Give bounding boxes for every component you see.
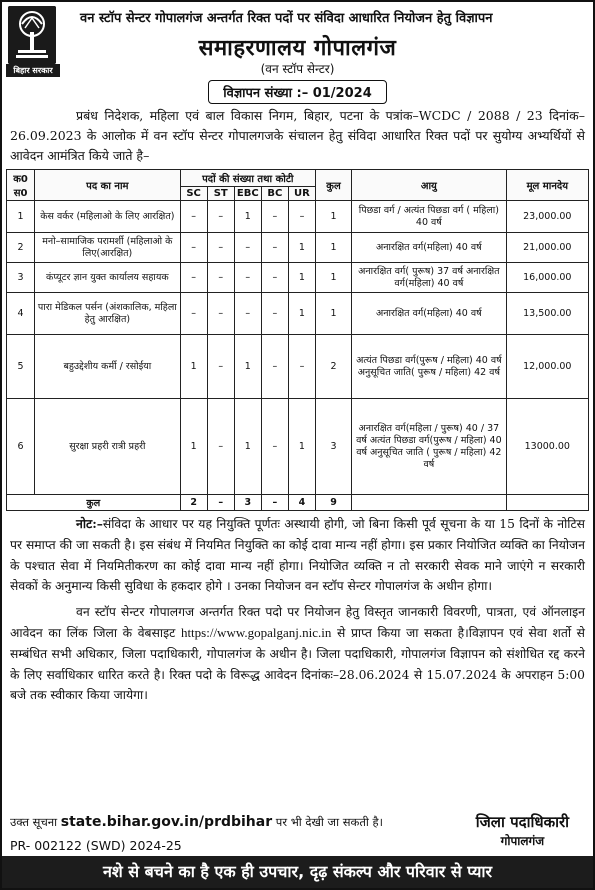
signature-block xyxy=(476,812,569,849)
total-ur: 4 xyxy=(288,495,315,511)
cell-total: 3 xyxy=(315,399,351,495)
cell-ur: 1 xyxy=(288,399,315,495)
cell-st: – xyxy=(207,263,234,293)
state-website-link[interactable]: state.bihar.gov.in/prdbihar xyxy=(60,814,273,830)
cell-post: कंप्यूटर ज्ञान युक्त कार्यालय सहायक xyxy=(35,263,181,293)
cell-pay: 13000.00 xyxy=(506,399,588,495)
cell-serial: 3 xyxy=(7,263,35,293)
table-total-row xyxy=(7,495,589,511)
cell-bc: – xyxy=(261,399,288,495)
details-text-2: से प्राप्त किया जा सकता है।विज्ञापन एवं सेवा शर्तो से सम्बंधित सभी अधिकार, जिला पदाधिकारी, गोपालगंज के अधीन है। जिला पदाधिकारी, गोपालगंज विज्ञापन को संशोधित रद्द करने के लिए सर्वाधिकार धारित करते है। रिक्त पदो के विरूद्ध आवेदन दिनांकः–28.06.2024 से 15.07.2024 के अपराहन 5:00 बजे तक स्वीकार किया जायेगा। xyxy=(10,625,585,703)
cell-serial: 5 xyxy=(7,335,35,399)
cell-st: – xyxy=(207,201,234,233)
cell-age: अत्यंत पिछडा वर्ग(पुरूष / महिला) 40 वर्ष अनुसूचित जाति( पुरूष / महिला) 42 वर्ष xyxy=(352,335,507,399)
header-pay: मूल मानदेय xyxy=(506,170,588,201)
cell-pay: 13,500.00 xyxy=(506,293,588,335)
cell-sc: – xyxy=(180,201,207,233)
note-text: संविदा के आधार पर यह नियुक्ति पूर्णतः अस्थायी होगी, जो बिना किसी पूर्व सूचना के या 15 दिनों के नोटिस पर समाप्त की जा सकती है। इस संबंध में नियमित नियुक्ति का कोई दावा मान्य नहीं होगा। इस प्रकार नियोजित व्यक्ति का नियोजन के पश्चात सेवा में नियमितीकरण का कोई दावा मान्य नहीं होगा। नियोजित व्यक्ति न तो सरकारी सेवक माने जाएंगे न सरकारी सेवकों के अनुमान्य किसी सुविधा के हकदार होगे । उनका नियोजन वन स्टॉप सेन्टर गोपालगंज के अधीन होगा। xyxy=(10,517,586,594)
district-website-link[interactable]: https://www.gopalganj.nic.in xyxy=(180,624,332,640)
cell-ebc: 1 xyxy=(234,201,261,233)
cell-bc: – xyxy=(261,335,288,399)
cell-age: अनारक्षित वर्ग( पुरूष) 37 वर्ष अनारक्षित वर्ग(महिला) 40 वर्ष xyxy=(352,263,507,293)
cell-ur: 1 xyxy=(288,293,315,335)
table-row xyxy=(7,293,589,335)
cell-ebc: – xyxy=(234,293,261,335)
header-cat-ebc: EBC xyxy=(234,187,261,201)
cell-serial: 2 xyxy=(7,233,35,263)
cell-post: बहुउद्देशीय कर्मी / रसोईया xyxy=(35,335,181,399)
note-paragraph xyxy=(2,511,593,597)
cell-sc: 1 xyxy=(180,399,207,495)
cell-ur: 1 xyxy=(288,233,315,263)
advertisement-title: वन स्टॉप सेन्टर गोपालगंज अन्तर्गत रिक्त पदों पर संविदा आधारित नियोजन हेतु विज्ञापन xyxy=(80,11,493,26)
vacancy-table xyxy=(6,169,589,511)
header-post-name: पद का नाम xyxy=(35,170,181,201)
signatory-title: जिला पदाधिकारी xyxy=(475,813,569,831)
header-cat-bc: BC xyxy=(261,187,288,201)
total-label: कुल xyxy=(7,495,181,511)
logo-caption: बिहार सरकार xyxy=(6,64,60,77)
cell-pay: 21,000.00 xyxy=(506,233,588,263)
total-all: 9 xyxy=(315,495,351,511)
details-paragraph xyxy=(2,599,593,706)
cell-bc: – xyxy=(261,293,288,335)
cell-age: अनारक्षित वर्ग(महिला) 40 वर्ष xyxy=(352,233,507,263)
details-text-1: वन स्टॉप सेन्टर गोपालगज अन्तर्गत रिक्त पदो पर नियोजन हेतु विस्तृत जानकारी विवरणी, पात्रता, एवं ऑनलाइन आवेदन का लिंक जिला के वेबसाइट xyxy=(10,605,585,640)
table-row xyxy=(7,399,589,495)
cell-serial: 1 xyxy=(7,201,35,233)
cell-ur: 1 xyxy=(288,263,315,293)
advertisement-number: विज्ञापन संख्या :– 01/2024 xyxy=(208,80,387,104)
total-bc: – xyxy=(261,495,288,511)
table-row xyxy=(7,233,589,263)
total-sc: 2 xyxy=(180,495,207,511)
table-row xyxy=(7,201,589,233)
cell-ebc: – xyxy=(234,233,261,263)
cell-st: – xyxy=(207,399,234,495)
cell-ebc: 1 xyxy=(234,399,261,495)
header xyxy=(2,2,593,78)
cell-total: 1 xyxy=(315,201,351,233)
header-cat-ur: UR xyxy=(288,187,315,201)
total-st: – xyxy=(207,495,234,511)
cell-ebc: 1 xyxy=(234,335,261,399)
header-cat-sc: SC xyxy=(180,187,207,201)
footer-info xyxy=(10,814,383,830)
cell-sc: 1 xyxy=(180,335,207,399)
cell-age: अनारक्षित वर्ग(महिला) 40 वर्ष xyxy=(352,293,507,335)
cell-st: – xyxy=(207,335,234,399)
office-subtitle: (वन स्टॉप सेन्टर) xyxy=(260,62,335,76)
cell-post: केस वर्कर (महिलाओ के लिए आरक्षित) xyxy=(35,201,181,233)
cell-ebc: – xyxy=(234,263,261,293)
cell-post: पारा मेडिकल पर्सन (अंशकालिक, महिला हेतु आरक्षित) xyxy=(35,293,181,335)
cell-st: – xyxy=(207,293,234,335)
cell-post: सुरक्षा प्रहरी रात्री प्रहरी xyxy=(35,399,181,495)
cell-age: अनारक्षित वर्ग(महिला / पुरूष) 40 / 37 वर्ष अत्यंत पिछडा वर्ग(पुरूष / महिला) 40 वर्ष अनुसूचित जाति ( पुरूष / महिला) 42 वर्ष xyxy=(352,399,507,495)
header-cat-st: ST xyxy=(207,187,234,201)
cell-serial: 4 xyxy=(7,293,35,335)
cell-pay: 16,000.00 xyxy=(506,263,588,293)
intro-paragraph xyxy=(2,104,593,166)
footer-info-suffix: पर भी देखी जा सकती है। xyxy=(275,815,383,829)
cell-total: 1 xyxy=(315,233,351,263)
pr-number: PR- 002122 (SWD) 2024-25 xyxy=(10,838,182,853)
slogan-banner: नशे से बचने का है एक ही उपचार, दृढ़ संकल्प और परिवार से प्यार xyxy=(2,856,593,888)
cell-bc: – xyxy=(261,201,288,233)
header-serial: क0 स0 xyxy=(7,170,35,201)
cell-ur: – xyxy=(288,335,315,399)
table-row xyxy=(7,263,589,293)
cell-bc: – xyxy=(261,263,288,293)
cell-pay: 12,000.00 xyxy=(506,335,588,399)
cell-sc: – xyxy=(180,233,207,263)
cell-total: 1 xyxy=(315,263,351,293)
footer-info-prefix: उक्त सूचना xyxy=(10,815,58,829)
cell-ur: – xyxy=(288,201,315,233)
header-total: कुल xyxy=(315,170,351,201)
header-post-count-group: पदों की संख्या तथा कोटी xyxy=(180,170,315,187)
cell-post: मनो–सामाजिक परामर्शी (महिलाओ के लिए(आरक्षित) xyxy=(35,233,181,263)
cell-age: पिछडा वर्ग / अत्यंत पिछडा वर्ग ( महिला) 40 वर्ष xyxy=(352,201,507,233)
cell-pay: 23,000.00 xyxy=(506,201,588,233)
table-row xyxy=(7,335,589,399)
cell-sc: – xyxy=(180,263,207,293)
cell-st: – xyxy=(207,233,234,263)
cell-total: 1 xyxy=(315,293,351,335)
office-name: समाहरणालय गोपालगंज xyxy=(198,36,397,61)
cell-serial: 6 xyxy=(7,399,35,495)
cell-total: 2 xyxy=(315,335,351,399)
signatory-place: गोपालगंज xyxy=(500,834,545,848)
intro-text: प्रबंध निदेशक, महिला एवं बाल विकास निगम, बिहार, पटना के पत्रांक–WCDC / 2088 / 23 दिनांक–26.09.2023 के आलोक में वन स्टॉप सेन्टर गोपालगजके संचालन हेतु संविदा आधारित रिक्त पदों पर सुयोग्य अभ्यर्थियों से आवेदन आमंत्रित किये जाते है– xyxy=(10,108,585,163)
cell-bc: – xyxy=(261,233,288,263)
header-age: आयु xyxy=(352,170,507,201)
cell-sc: – xyxy=(180,293,207,335)
total-ebc: 3 xyxy=(234,495,261,511)
note-label: नोट:– xyxy=(76,516,103,531)
